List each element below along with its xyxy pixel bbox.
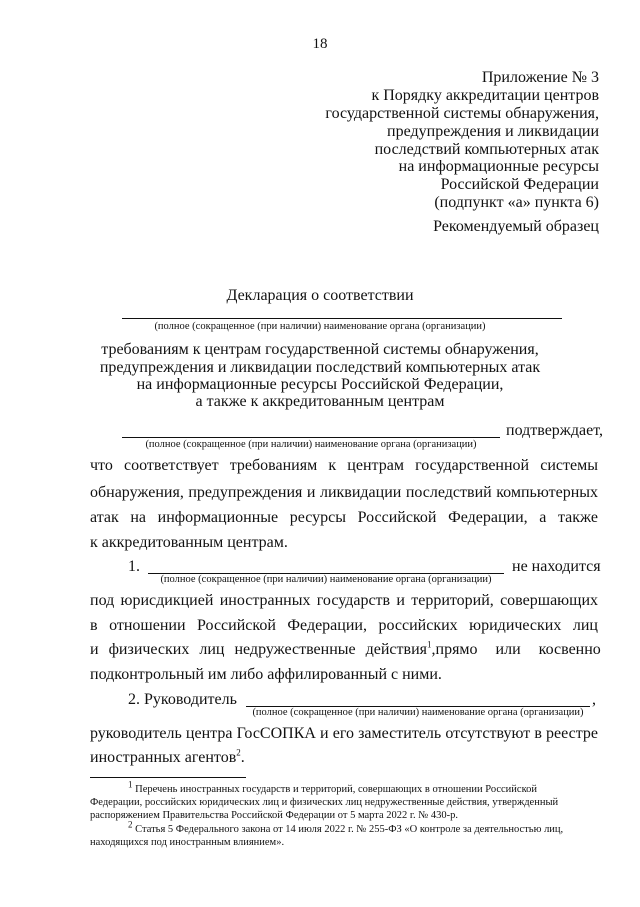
org-name-blank — [122, 318, 562, 319]
footnote-mark: 1 — [128, 779, 133, 790]
item-number: 1. — [128, 558, 140, 575]
requirements-line: на информационные ресурсы Российской Федерации, — [136, 376, 504, 393]
footnote-text: Перечень иностранных государств и территорий, совершающих в отношении Российской — [135, 784, 538, 795]
appendix-line: (подпункт «а» пункта 6) — [434, 194, 599, 211]
paragraph-line — [90, 509, 598, 527]
appendix-line: Приложение № 3 — [481, 69, 599, 86]
confirms-word: подтверждает, — [506, 422, 603, 439]
footnote-1-line: Федерации, российских юридических лиц и физических лиц недружественные действия, утвержденный — [90, 797, 559, 808]
requirements-line: предупреждения и ликвидации последствий компьютерных атак — [99, 359, 541, 376]
sample-label: Рекомендуемый образец — [433, 218, 599, 235]
paragraph-line: к аккредитованным центрам. — [90, 534, 288, 551]
appendix-line: к Порядку аккредитации центров — [371, 87, 599, 104]
paragraph-text-part: и физических лиц недружественные действия — [90, 641, 427, 658]
org-caption: (полное (сокращенное (при наличии) наименование органа (организации) — [252, 707, 584, 718]
appendix-line: предупреждения и ликвидации — [387, 123, 599, 140]
paragraph-line — [90, 725, 598, 743]
footnote-1-line — [128, 779, 538, 796]
paragraph-line — [90, 457, 598, 475]
item-comma: , — [592, 691, 596, 708]
org-name-blank — [122, 437, 500, 438]
footnote-1-line: распоряжением Правительства Российской Федерации от 5 марта 2022 г. № 430-р. — [90, 810, 459, 821]
footnote-ref[interactable]: 1 — [427, 639, 432, 650]
footnote-2-line: находящихся под иностранным влиянием». — [90, 837, 285, 848]
appendix-line: государственной системы обнаружения, — [325, 105, 599, 122]
document-title: Декларация о соответствии — [226, 287, 414, 304]
org-caption: (полное (сокращенное (при наличии) наименование органа (организации) — [154, 321, 486, 332]
appendix-line: последствий компьютерных атак — [374, 141, 599, 158]
footnote-ref[interactable]: 2 — [236, 747, 241, 758]
paragraph-text: обнаружения, предупреждения и ликвидации последствий компьютерных — [90, 484, 598, 501]
paragraph-text: под юрисдикцией иностранных государств и территорий, совершающих — [90, 592, 598, 609]
paragraph-line — [90, 484, 598, 502]
requirements-line: требованиям к центрам государственной системы обнаружения, — [101, 341, 539, 358]
paragraph-line — [90, 617, 598, 635]
paragraph-text-part: иностранных агентов — [90, 749, 237, 766]
footnote-mark: 2 — [128, 819, 133, 830]
paragraph-text: прямо или косвенно — [435, 641, 601, 658]
paragraph-line — [90, 592, 598, 610]
org-caption: (полное (сокращенное (при наличии) наименование органа (организации) — [160, 574, 492, 585]
paragraph-line: иностранных агентов$^2$. — [90, 747, 245, 766]
paragraph-text: что соответствует требованиям к центрам государственной системы — [90, 457, 598, 474]
appendix-line: Российской Федерации — [440, 176, 599, 193]
paragraph-text: атак на информационные ресурсы Российской Федерации, а также — [90, 509, 598, 526]
paragraph-line — [90, 639, 601, 659]
footnote-separator — [90, 777, 246, 778]
paragraph-text: в отношении Российской Федерации, российских юридических лиц — [90, 617, 598, 634]
org-caption: (полное (сокращенное (при наличии) наименование органа (организации) — [145, 439, 477, 450]
paragraph-text: руководитель центра ГосСОПКА и его заместитель отсутствуют в реестре — [90, 725, 598, 742]
paragraph-line: подконтрольный им либо аффилированный с ними. — [90, 666, 442, 683]
paragraph-text: и физических лиц недружественные действия$^1$, — [90, 639, 436, 658]
item-lead: 2. Руководитель — [128, 691, 237, 708]
item-tail: не находится — [512, 558, 601, 575]
requirements-line: а также к аккредитованным центрам — [195, 393, 445, 410]
footnote-2-line — [128, 819, 564, 836]
page-number: 18 — [312, 36, 328, 52]
appendix-line: на информационные ресурсы — [398, 158, 599, 175]
footnote-text: Статья 5 Федерального закона от 14 июля 2022 г. № 255-ФЗ «О контроле за деятельностью лиц, — [135, 824, 564, 835]
